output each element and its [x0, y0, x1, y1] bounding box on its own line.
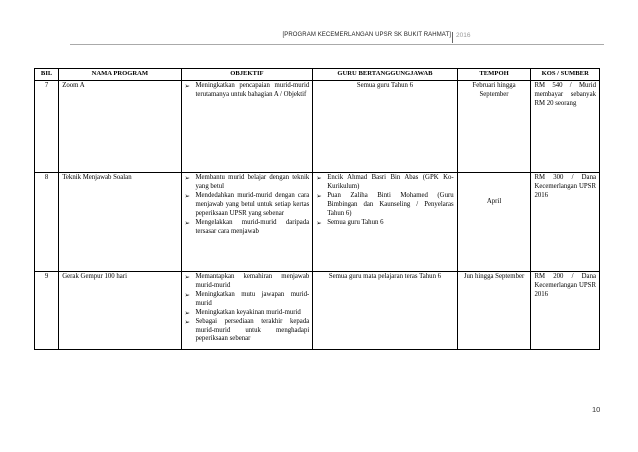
cell-tempoh: Jun hingga September [457, 271, 531, 349]
cell-kos: RM 300 / Dana Kecemerlangan UPSR 2016 [531, 172, 600, 271]
cell-guru [313, 172, 457, 271]
arrow-bullet-icon: ➢ [184, 218, 190, 227]
arrow-bullet-icon: ➢ [184, 290, 190, 299]
cell-program: Teknik Menjawab Soalan [59, 172, 181, 271]
column-header-guru: GURU BERTANGGUNGJAWAB [313, 69, 457, 81]
objektif-item: ➢ Meningkatkan keyakinan murid-murid [184, 308, 301, 317]
arrow-bullet-icon: ➢ [184, 272, 190, 281]
objektif-item: ➢ Meningkatkan mutu jawapan murid-murid [184, 290, 310, 307]
arrow-bullet-icon: ➢ [316, 218, 322, 227]
arrow-bullet-icon: ➢ [184, 308, 190, 317]
guru-item: ➢ Semua guru Tahun 6 [316, 218, 384, 227]
objektif-item: ➢ Membantu murid belajar dengan teknik yang betul [184, 173, 310, 190]
column-header-objektif: OBJEKTIF [181, 69, 313, 81]
cell-tempoh: April [457, 172, 531, 271]
header-divider [452, 32, 453, 43]
guru-item: ➢ Encik Ahmad Basri Bin Abas (GPK Ko-Kurikulum) [316, 173, 454, 190]
arrow-bullet-icon: ➢ [184, 173, 190, 182]
cell-objektif [181, 80, 313, 172]
cell-guru: Semua guru Tahun 6 [313, 80, 457, 172]
column-header-nama-program: NAMA PROGRAM [59, 69, 181, 81]
objektif-item: ➢ Sebagai persediaan terakhir kepada murid-murid untuk menghadapi peperiksaan sebenar [184, 317, 310, 343]
cell-kos: RM 540 / Murid membayar sebanyak RM 20 seorang [531, 80, 600, 172]
page-number: 10 [592, 405, 601, 414]
program-table [34, 68, 600, 350]
arrow-bullet-icon: ➢ [316, 191, 322, 200]
cell-objektif [181, 271, 313, 349]
header-rule [70, 44, 604, 45]
column-header-tempoh: TEMPOH [457, 69, 531, 81]
arrow-bullet-icon: ➢ [316, 173, 322, 182]
column-header-bil: BIL [35, 69, 59, 81]
objektif-item: ➢ Mendedahkan murid-murid dengan cara menjawab yang betul untuk setiap kertas peperiksaan UPSR yang sebenar [184, 191, 310, 217]
column-header-kos: KOS / SUMBER [531, 69, 600, 81]
cell-program: Zoom A [59, 80, 181, 172]
objektif-item: ➢ Memantapkan kemahiran menjawab murid-murid [184, 272, 310, 289]
cell-bil: 8 [35, 172, 59, 271]
table-row [35, 271, 600, 349]
table-header-row [35, 69, 600, 81]
header-year: 2016 [456, 32, 471, 39]
arrow-bullet-icon: ➢ [184, 81, 190, 90]
cell-bil: 7 [35, 80, 59, 172]
cell-tempoh: Februari hingga September [457, 80, 531, 172]
cell-guru: Semua guru mata pelajaran teras Tahun 6 [313, 271, 457, 349]
cell-bil: 9 [35, 271, 59, 349]
table-row [35, 172, 600, 271]
arrow-bullet-icon: ➢ [184, 317, 190, 326]
cell-program: Gerak Gempur 100 hari [59, 271, 181, 349]
guru-item: ➢ Puan Zaliha Binti Mohamed (Guru Bimbingan dan Kaunseling / Penyelaras Tahun 6) [316, 191, 454, 217]
cell-objektif [181, 172, 313, 271]
header-title: [PROGRAM KECEMERLANGAN UPSR SK BUKIT RAHMAT] [282, 32, 451, 38]
arrow-bullet-icon: ➢ [184, 191, 190, 200]
table-row [35, 80, 600, 172]
cell-kos: RM 200 / Dana Kecemerlangan UPSR 2016 [531, 271, 600, 349]
objektif-item: ➢ Meningkatkan pencapaian murid-murid terutamanya untuk bahagian A / Objektif [184, 81, 310, 98]
objektif-item: ➢ Mengelakkan murid-murid daripada tersasar cara menjawab [184, 218, 310, 235]
